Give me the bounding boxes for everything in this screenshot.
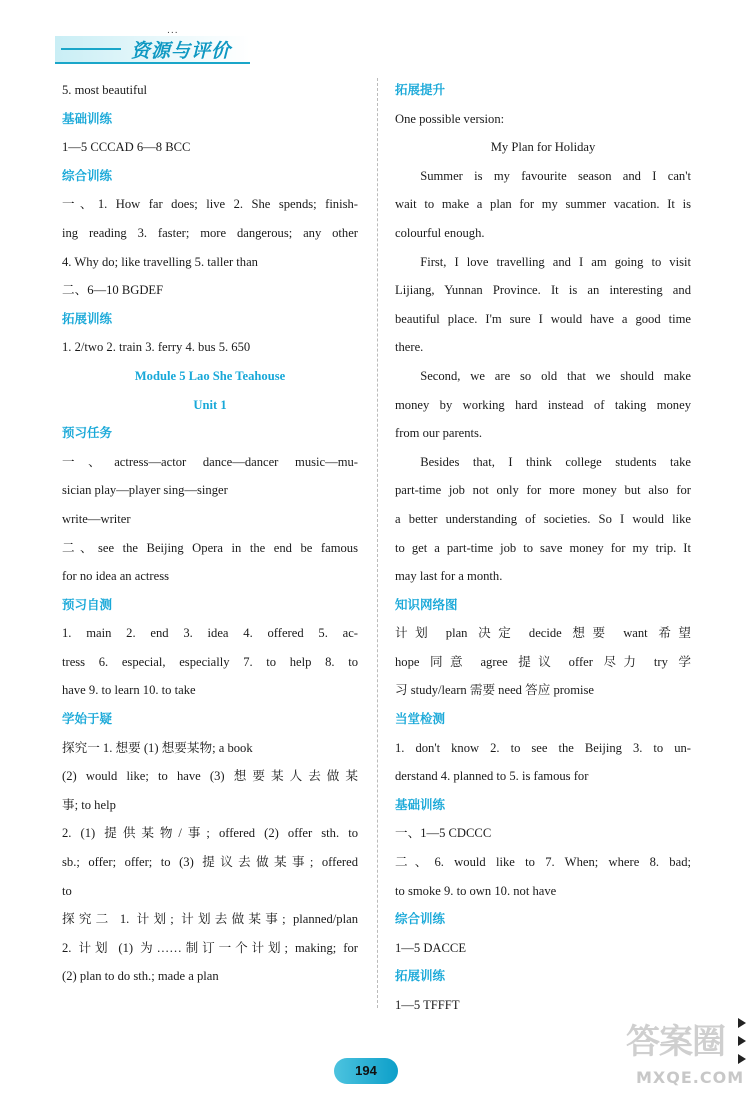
- answer-line: (2) plan to do sth.; made a plan: [62, 969, 219, 984]
- answer-line: hope 同意 agree 提议 offer 尽力 try 学: [395, 654, 691, 669]
- answer-line: derstand 4. planned to 5. is famous for: [395, 769, 589, 784]
- answer-line: 二、see the Beijing Opera in the end be famous: [62, 540, 358, 555]
- answer-line: (2) would like; to have (3) 想要某人去做某: [62, 769, 358, 784]
- watermark-logo: [626, 1010, 750, 1102]
- section-heading: 拓展训练: [395, 968, 446, 984]
- answer-line: may last for a month.: [395, 569, 503, 584]
- arrow-icon: [738, 1036, 746, 1046]
- answer-line: to smoke 9. to own 10. not have: [395, 883, 557, 898]
- page-number: 194: [334, 1058, 398, 1084]
- answer-line: to: [62, 883, 72, 898]
- book-title-banner: 资源与评价: [131, 40, 232, 62]
- header-top-text: ...: [167, 26, 179, 36]
- arrow-icon: [738, 1018, 746, 1028]
- answer-line: 二、6. would like to 7. When; where 8. bad;: [395, 855, 691, 870]
- answer-line: 1. don't know 2. to see the Beijing 3. to un-: [395, 740, 691, 755]
- answer-line: wait to make a plan for my summer vacation. It is: [395, 197, 691, 212]
- answer-line: sb.; offer; offer; to (3) 提议去做某事; offered: [62, 855, 358, 870]
- section-heading: 预习任务: [62, 425, 113, 441]
- answer-line: Second, we are so old that we should make: [420, 368, 691, 383]
- answer-line: tress 6. especial, especially 7. to help 8. to: [62, 654, 358, 669]
- header-banner-line: [61, 48, 121, 50]
- answer-line: 计划 plan 决定 decide 想要 want 希望: [395, 626, 691, 641]
- answer-line: for no idea an actress: [62, 569, 169, 584]
- answer-line: Lijiang, Yunnan Province. It is an interesting and: [395, 283, 691, 298]
- answer-line: 1. main 2. end 3. idea 4. offered 5. ac-: [62, 626, 358, 641]
- answer-line: First, I love travelling and I am going to visit: [420, 254, 691, 269]
- section-heading: 拓展提升: [395, 82, 446, 97]
- section-heading: 当堂检测: [395, 711, 446, 727]
- answer-line: colourful enough.: [395, 225, 485, 240]
- left-column: [62, 76, 358, 991]
- essay-title: My Plan for Holiday: [490, 140, 596, 155]
- section-heading: 综合训练: [62, 167, 113, 183]
- answer-line: One possible version:: [395, 111, 505, 126]
- section-heading: 学始于疑: [62, 711, 113, 727]
- section-heading: 拓展训练: [62, 310, 113, 326]
- answer-line: 探究一 1. 想要 (1) 想要某物; a book: [62, 740, 253, 755]
- answer-line: have 9. to learn 10. to take: [62, 683, 196, 698]
- answer-line: 一、actress—actor dance—dancer music—mu-: [62, 454, 358, 469]
- column-divider: [377, 78, 378, 1008]
- answer-line: 事; to help: [62, 797, 116, 812]
- answer-line: there.: [395, 340, 424, 355]
- answer-line: money by working hard instead of taking money: [395, 397, 691, 412]
- answer-line: 二、6—10 BGDEF: [62, 283, 164, 298]
- answer-line: 4. Why do; like travelling 5. taller than: [62, 254, 258, 269]
- answer-line: from our parents.: [395, 426, 483, 441]
- answer-line: 1—5 TFFFT: [395, 998, 460, 1012]
- answer-line: to get a part-time job to save money for my trip. It: [395, 540, 691, 555]
- answer-line: 1—5 DACCE: [395, 940, 467, 955]
- section-heading: 基础训练: [395, 796, 446, 812]
- answer-line: Besides that, I think college students take: [420, 454, 691, 469]
- right-column: [395, 76, 691, 1020]
- section-heading: 预习自测: [62, 596, 113, 612]
- answer-line: ing reading 3. faster; more dangerous; any other: [62, 225, 358, 240]
- answer-line: part-time job not only for more money but also for: [395, 483, 691, 498]
- answer-line: 习 study/learn 需要 need 答应 promise: [395, 683, 595, 698]
- answer-line: sician play—player sing—singer: [62, 483, 228, 498]
- answer-line: 2. 计划 (1) 为……制订一个计划; making; for: [62, 940, 358, 955]
- section-heading: 知识网络图: [395, 596, 458, 612]
- answer-line: 1—5 CCCAD 6—8 BCC: [62, 140, 191, 155]
- section-heading: 综合训练: [395, 911, 446, 927]
- answer-line: 探究二 1. 计划; 计划去做某事; planned/plan: [62, 912, 358, 927]
- answer-line: 2. (1) 提供某物/事; offered (2) offer sth. to: [62, 826, 358, 841]
- answer-line: a better understanding of societies. So I would like: [395, 511, 691, 526]
- watermark-text: 答案圈: [626, 1022, 725, 1062]
- answer-line: beautiful place. I'm sure I would have a good time: [395, 311, 691, 326]
- arrow-icon: [738, 1054, 746, 1064]
- answer-line: 5. most beautiful: [62, 83, 147, 97]
- watermark-url: MXQE.COM: [636, 1068, 745, 1087]
- page-header: [55, 26, 255, 70]
- answer-line: 一、1—5 CDCCC: [395, 826, 492, 841]
- answer-line: write—writer: [62, 511, 131, 526]
- answer-line: Summer is my favourite season and I can't: [420, 168, 691, 183]
- module-heading: Module 5 Lao She Teahouse: [134, 368, 286, 383]
- answer-line: 一、1. How far does; live 2. She spends; finish-: [62, 197, 358, 212]
- page-edge-arrows: [738, 1018, 750, 1072]
- section-heading: 基础训练: [62, 110, 113, 126]
- module-heading: Unit 1: [193, 397, 227, 412]
- answer-line: 1. 2/two 2. train 3. ferry 4. bus 5. 650: [62, 340, 251, 355]
